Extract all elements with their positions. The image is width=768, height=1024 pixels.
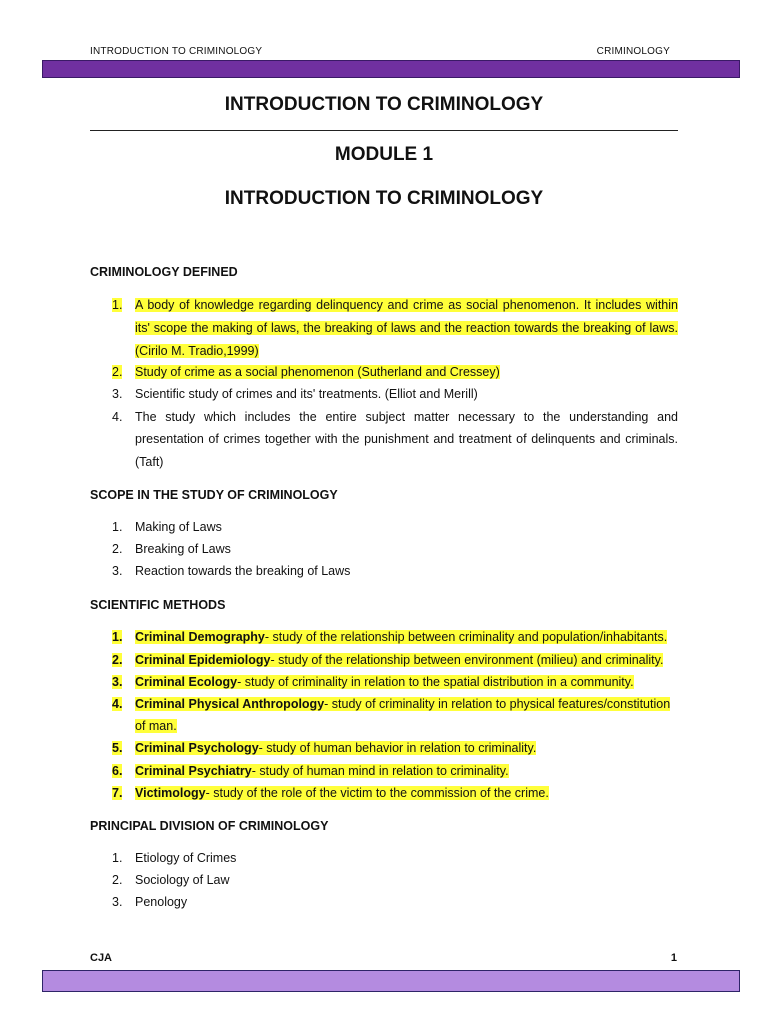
section-heading-scope: SCOPE IN THE STUDY OF CRIMINOLOGY xyxy=(90,488,338,502)
page-number: 1 xyxy=(670,952,677,964)
list-item: 1. Making of Laws xyxy=(112,520,222,534)
section-heading-methods: SCIENTIFIC METHODS xyxy=(90,598,226,612)
list-item: 5. Criminal Psychology- study of human behavior in relation to criminality. xyxy=(112,741,537,755)
list-item: 3. Penology xyxy=(112,895,188,909)
list-item: 7. Victimology- study of the role of the victim to the commission of the crime. xyxy=(112,786,549,800)
list-item: 2. Sociology of Law xyxy=(112,873,230,887)
section-heading-defined: CRIMINOLOGY DEFINED xyxy=(90,265,238,279)
list-item: 4. Criminal Physical Anthropology- study of criminality in relation to physical features/constitution xyxy=(112,697,671,711)
list-item: 6. Criminal Psychiatry- study of human mind in relation to criminality. xyxy=(112,764,509,778)
list-item: 1. Etiology of Crimes xyxy=(112,851,237,865)
list-item: 3. Criminal Ecology- study of criminality in relation to the spatial distribution in a community. xyxy=(112,675,634,689)
list-item: 4. The study which includes the entire subject matter necessary to the understanding and xyxy=(112,410,678,424)
footer-left: CJA xyxy=(90,952,113,964)
list-item-continuation: (Cirilo M. Tradio,1999) xyxy=(135,344,259,358)
module-subtitle: INTRODUCTION TO CRIMINOLOGY xyxy=(224,188,544,209)
document-title: INTRODUCTION TO CRIMINOLOGY xyxy=(224,94,544,115)
title-divider xyxy=(90,130,678,131)
section-heading-division: PRINCIPAL DIVISION OF CRIMINOLOGY xyxy=(90,819,329,833)
list-item: 3. Scientific study of crimes and its' treatments. (Elliot and Merill) xyxy=(112,387,478,401)
list-item: 1. Criminal Demography- study of the relationship between criminality and population/inhabitants. xyxy=(112,630,668,644)
header-bar xyxy=(42,60,740,78)
list-item: 3. Reaction towards the breaking of Laws xyxy=(112,564,351,578)
list-item: 2. Breaking of Laws xyxy=(112,542,231,556)
list-item-continuation: presentation of crimes together with the punishment and treatment of delinquents and criminals. xyxy=(135,432,678,446)
running-header-left: INTRODUCTION TO CRIMINOLOGY xyxy=(90,46,263,57)
running-header-right: CRIMINOLOGY xyxy=(596,46,670,57)
list-item: 2. Criminal Epidemiology- study of the relationship between environment (milieu) and criminality. xyxy=(112,653,664,667)
list-item: 2. Study of crime as a social phenomenon (Sutherland and Cressey) xyxy=(112,365,500,379)
list-item-continuation: of man. xyxy=(135,719,177,733)
list-item: 1. A body of knowledge regarding delinquency and crime as social phenomenon. It includes within xyxy=(112,298,678,312)
module-title: MODULE 1 xyxy=(334,144,434,165)
footer-bar xyxy=(42,970,740,992)
list-item-continuation: its' scope the making of laws, the breaking of laws and the reaction towards the breaking of laws. xyxy=(135,321,678,335)
list-item-continuation: (Taft) xyxy=(135,455,164,469)
